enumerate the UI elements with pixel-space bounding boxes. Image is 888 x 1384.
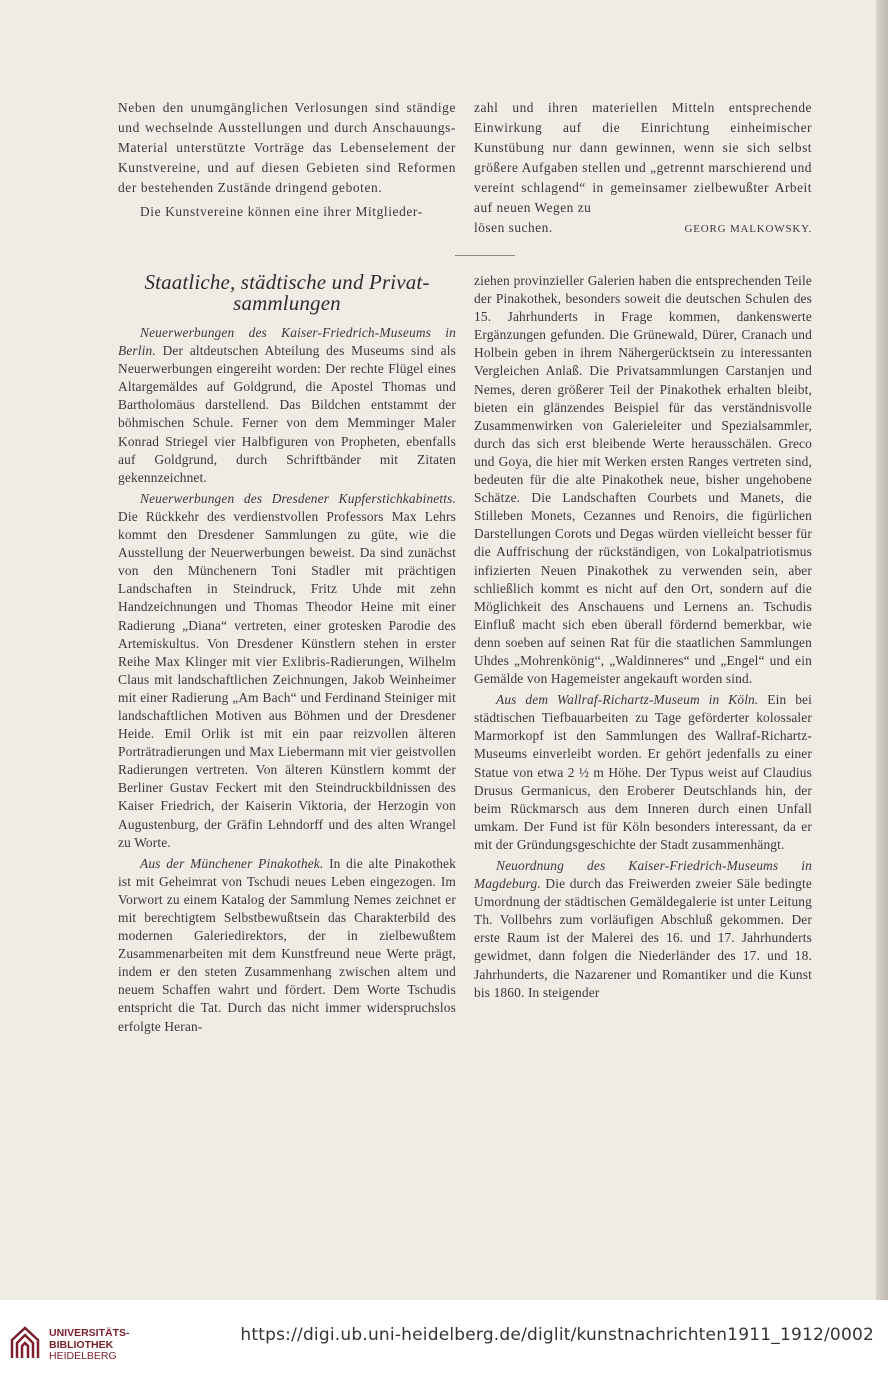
article-cologne-text: Ein bei städtischen Tiefbauarbeiten zu Tage geförderter kolossaler Marmorkopf ist den Sammlungen des Wallraf-Richartz-Museums einverleibt worden. Er gehört jedenfalls zu einer Statue von etwa 2 ½ m Höhe. Der Typus weist auf Claudius Drusus Germanicus, den Eroberer Deutschlands hin, der beim Rückmarsch aus dem Inneren durch einen Unfall umkam. Der Fund ist für Köln besonders interessant, da er mit der Gründungsgeschichte der Stadt zusammenhängt. <box>474 692 812 852</box>
intro-right-text: zahl und ihren materiellen Mitteln entsprechende Einwirkung auf die Einrichtung einheimischer Kunstübung nur dann gewinnen, wenn sie sich selbst größere Aufgaben stellen und „getrennt marschierend und vereint schlagend“ in gemeinsamer zielbewußter Arbeit auf neuen Wegen zu <box>474 100 812 215</box>
section-heading: Staatliche, städtische und Privat-sammlungen <box>144 270 430 315</box>
page-edge-shadow <box>876 0 888 1300</box>
intro-right-end: lösen suchen. <box>474 220 553 235</box>
intro-left-column <box>118 98 456 222</box>
article-magdeburg-heading: Neuordnung des Kaiser-Friedrich-Museums in Magdeburg. <box>474 858 812 892</box>
article-dresden-text: Die Rückkehr des verdienstvollen Professors Max Lehrs kommt den Dresdener Sammlungen zu güte, wie die Ausstellung der Neuerwerbungen beweist. Da sind zunächst von den Münchenern Toni Stadler mit prächtigen Landschaften in Steindruck, Fritz Uhde mit zehn Handzeichnungen und Thomas Theodor Heine mit einer Radierung „Diana“ vertreten, einer grotesken Parodie des Artemiskultus. Von Dresdener Künstlern stehen in erster Reihe Max Klinger mit vier Exlibris-Radierungen, Wilhelm Claus mit landschaftlichen Zeichnungen, Jakob Weinheimer mit einer Radierung „Am Bach“ und Ferdinand Steiniger mit landschaftlichen Motiven aus Böhmen und der Dresdener Heide. Emil Orlik ist mit ein paar reizvollen älteren Porträtradierungen und Max Liebermann mit vier geistvollen Radierungen vertreten. Von älteren Künstlern kommt der Berliner Gustav Feckert mit den Steindruckbildnissen des Kaiser Friedrich, der Kaiserin Viktoria, der Herzogin von Augustenburg, der Gräfin Lehndorff und des alten Wrangel zu Worte. <box>118 508 456 850</box>
left-article-column <box>118 272 456 1036</box>
intro-left-text: Neben den unumgänglichen Verlosungen sind ständige und wechselnde Ausstellungen und durch Anschauungs-Material unterstützte Vorträge das Lebenselement der Kunstvereine, und auf diesen Gebieten sind Reformen der bestehenden Zustände dringend geboten. <box>118 100 456 195</box>
logo-line-2: BIBLIOTHEK <box>49 1338 114 1351</box>
intro-right-column <box>474 98 812 239</box>
article-berlin-heading: Neuerwerbungen des Kaiser-Friedrich-Museums in Berlin. <box>118 325 456 359</box>
article-magdeburg <box>474 857 812 1002</box>
article-munich <box>118 855 456 1036</box>
article-dresden <box>118 490 456 852</box>
article-dresden-heading: Neuerwerbungen des Dresdener Kupferstichkabinetts. <box>140 490 456 506</box>
intro-left-text-2: Die Kunstvereine können eine ihrer Mitglieder- <box>140 204 423 219</box>
article-cologne <box>474 691 812 854</box>
article-berlin-text: Der altdeutschen Abteilung des Museums sind als Neuerwerbungen eingereiht worden: Der rechte Flügel eines Altargemäldes auf Goldgrund, die Apostel Thomas und Bartholomäus darstellend. Das Bildchen entstammt der böhmischen Schule. Ferner von dem Memminger Maler Konrad Striegel vier Halbfiguren von Propheten, ebenfalls auf Goldgrund, durch Schriftbänder mit Zitaten gekennzeichnet. <box>118 343 456 485</box>
article-munich-continued: ziehen provinzieller Galerien haben die entsprechenden Teile der Pinakothek, besonders soweit die deutschen Schulen des 15. Jahrhunderts in Frage kommen, dankenswerte Ergänzungen gefunden. Die Grünewald, Dürer, Cranach und Holbein geben in ihrem Nähergerücktsein zu interessanten Vergleichen Anlaß. Die Privatsammlungen Carstanjen und Nemes, deren größerer Teil der Pinakothek erhalten bleibt, bieten ein glänzendes Beispiel für das verständnisvolle Zusammenwirken von Galerieleiter und Spezialsammler, durch das sich erst bleibende Werte herausschälen. Greco und Goya, die hier mit Werken ersten Ranges vertreten sind, bedeuten für die alte Pinakothek neue, bisher ungehobene Schätze. Die Landschaften Courbets und Manets, die Stilleben Monets, Cezannes und Renoirs, die figürlichen Darstellungen Corots und Degas würden vielleicht besser für die Auffrischung der rückständigen, von Lokalpatriotismus infizierten Neuen Pinakothek zu verwenden sein, aber schließlich kommt es nicht auf den Ort, sondern auf die Möglichkeit des Anschauens und Lernens an. Tschudis Einfluß macht sich eben überall fördernd bemerkbar, wie denn soeben auf seinen Rat für die staatlichen Sammlungen Uhdes „Mohrenkönig“, „Waldinneres“ und „Engel“ und ein Gemälde von Hagemeister angekauft worden sind. <box>474 273 812 687</box>
university-library-name[interactable] <box>49 1328 130 1363</box>
logo-line-3: HEIDELBERG <box>49 1350 117 1362</box>
section-divider <box>455 255 515 256</box>
article-munich-heading: Aus der Münchener Pinakothek. <box>140 855 324 871</box>
university-library-logo-icon[interactable] <box>10 1326 40 1360</box>
right-article-column <box>474 272 812 1002</box>
logo-line-1: UNIVERSITÄTS- <box>49 1327 130 1339</box>
article-cologne-heading: Aus dem Wallraf-Richartz-Museum in Köln. <box>496 692 759 708</box>
source-url-link[interactable]: https://digi.ub.uni-heidelberg.de/diglit/kunstnachrichten1911_1912/0002 <box>240 1325 874 1345</box>
article-magdeburg-text: Die durch das Freiwerden zweier Säle bedingte Umordnung der städtischen Gemäldegalerie ist unter Leitung Th. Vollbehrs zum vorläufigen Abschluß gekommen. Der erste Raum ist der Malerei des 16. und 17. Jahrhunderts gewidmet, dann folgen die Niederländer des 17. und 18. Jahrhunderts, die Nazarener und Romantiker und die Kunst bis 1860. In steigender <box>474 876 812 1000</box>
article-munich-text: In die alte Pinakothek ist mit Geheimrat von Tschudi neues Leben eingezogen. Im Vorwort zu einem Katalog der Sammlung Nemes zeichnet er mit berechtigtem Selbstbewußtsein das Charakterbild des modernen Galeriedirektors, der in zielbewußtem Zusammenarbeiten mit dem Kunstfreund neue Werte prägt, indem er den steten Zusammenhang zwischen altem und neuem Schaffen wahrt und fördert. Dem Worte Tschudis entspricht die Tat. Durch das nicht immer widerspruchslos erfolgte Heran- <box>118 855 456 1034</box>
author-signature: GEORG MALKOWSKY. <box>684 223 812 235</box>
article-berlin <box>118 324 456 487</box>
